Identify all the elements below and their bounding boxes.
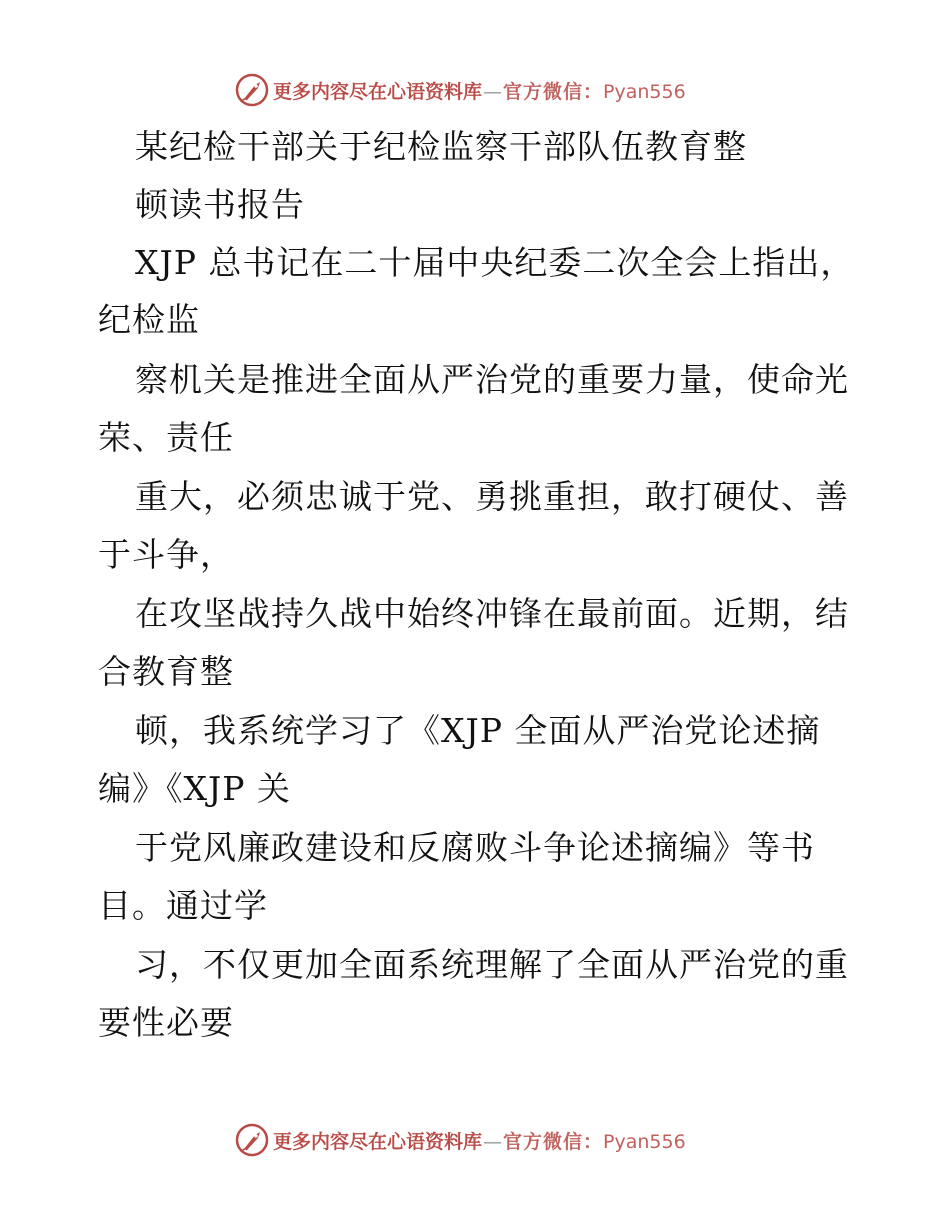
text-line: 合教育整 xyxy=(98,652,234,691)
header-banner xyxy=(235,72,735,108)
text-line: 目。通过学 xyxy=(98,886,268,925)
header-wechat-id: Pyan556 xyxy=(603,80,686,103)
footer-official-label: 官方微信： xyxy=(503,1130,604,1153)
pen-nib-logo-icon xyxy=(235,73,269,107)
footer-banner xyxy=(235,1122,735,1158)
text-line: 编》《XJP 关 xyxy=(98,769,291,808)
text-line: 习，不仅更加全面系统理解了全面从严治党的重 xyxy=(135,945,849,984)
text-line: 荣、责任 xyxy=(98,418,234,457)
footer-dash: — xyxy=(483,1130,503,1153)
footer-brand: 更多内容尽在心语资料库 xyxy=(273,1130,483,1153)
text-line: 重大，必须忠诚于党、勇挑重担，敢打硬仗、善 xyxy=(135,477,849,516)
text-line: 纪检监 xyxy=(98,300,200,339)
text-line: 察机关是推进全面从严治党的重要力量，使命光 xyxy=(135,360,849,399)
text-line: 顿，我系统学习了《XJP 全面从严治党论述摘 xyxy=(135,711,821,750)
text-line: 于斗争， xyxy=(98,535,234,574)
header-dash: — xyxy=(483,80,503,103)
footer-text xyxy=(273,1127,686,1154)
footer-wechat-id: Pyan556 xyxy=(603,1130,686,1153)
title-line-1: 某纪检干部关于纪检监察干部队伍教育整 xyxy=(135,127,747,166)
pen-nib-logo-icon xyxy=(235,1123,269,1157)
text-line: 在攻坚战持久战中始终冲锋在最前面。近期，结 xyxy=(135,594,849,633)
text-line: 于党风廉政建设和反腐败斗争论述摘编》等书 xyxy=(135,828,815,867)
header-brand: 更多内容尽在心语资料库 xyxy=(273,80,483,103)
header-text xyxy=(273,77,686,104)
header-official-label: 官方微信： xyxy=(503,80,604,103)
text-line: XJP 总书记在二十届中央纪委二次全会上指出， xyxy=(135,243,855,282)
title-line-2: 顿读书报告 xyxy=(135,185,305,224)
text-line: 要性必要 xyxy=(98,1003,234,1042)
